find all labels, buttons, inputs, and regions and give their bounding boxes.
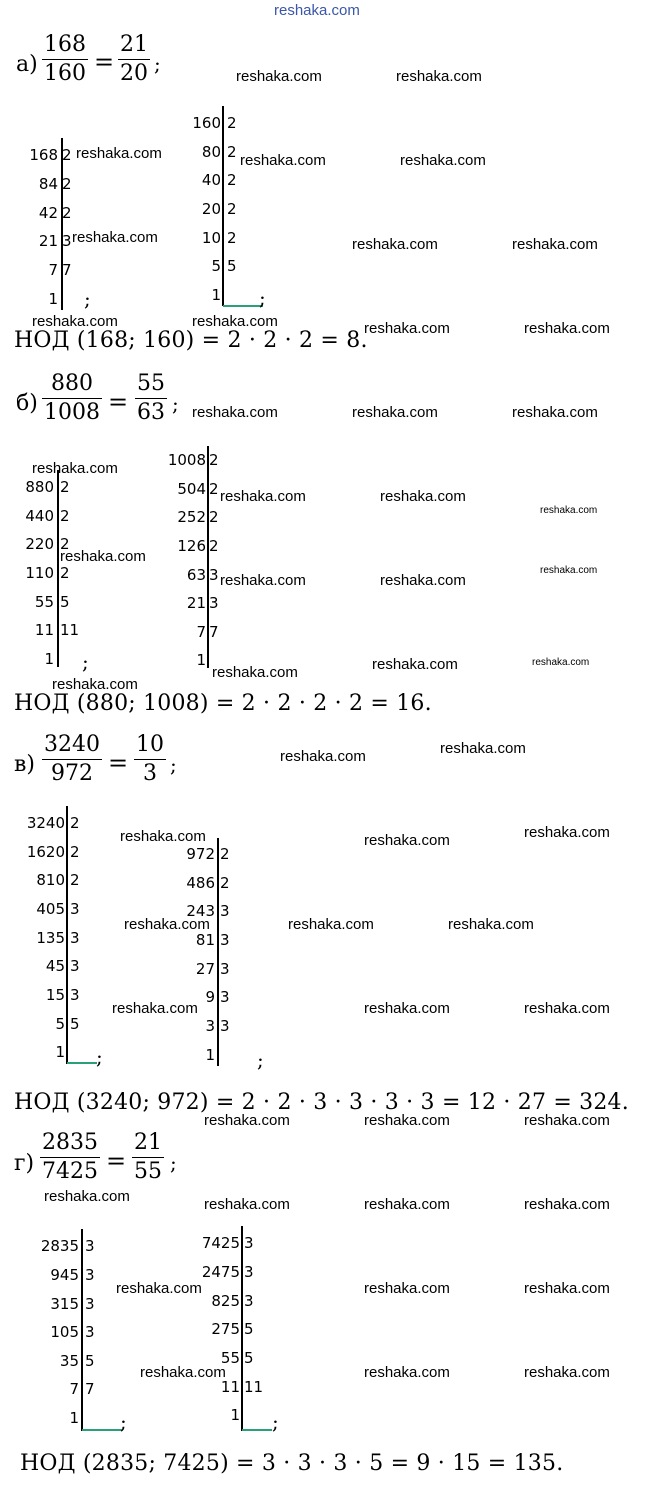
factor-row <box>0 252 260 280</box>
divisor: 2 <box>227 229 237 247</box>
watermark: reshaka.com <box>372 656 458 673</box>
factor-row <box>0 955 250 983</box>
dividend: 55 <box>34 593 54 611</box>
watermark: reshaka.com <box>220 488 306 505</box>
divisor: 2 <box>220 874 230 892</box>
divisor: 2 <box>227 114 237 132</box>
watermark: reshaka.com <box>364 1000 450 1017</box>
divisor: 5 <box>227 257 237 275</box>
dividend: 486 <box>186 874 215 892</box>
divisor: 7 <box>209 623 219 641</box>
gcd-result: НОД (3240; 972) = 2 · 2 · 3 · 3 · 3 · 3 = 12 · 27 = 324. <box>14 1090 629 1115</box>
divisor: 2 <box>70 843 80 861</box>
watermark: reshaka.com <box>524 1112 610 1129</box>
division-line <box>241 1226 243 1431</box>
factor-row <box>0 195 260 223</box>
dividend: 81 <box>195 931 215 949</box>
factor-row <box>0 1401 260 1429</box>
fraction-denominator: 972 <box>51 761 93 786</box>
divisor: 2 <box>60 507 70 525</box>
divisor: 2 <box>227 143 237 161</box>
dividend: 972 <box>186 845 215 863</box>
divisor: 2 <box>70 871 80 889</box>
fraction-numerator: 10 <box>134 731 166 760</box>
end-underline <box>82 1429 122 1431</box>
dividend: 20 <box>201 200 221 218</box>
divisor: 3 <box>85 1295 95 1313</box>
divisor: 11 <box>60 621 80 639</box>
divisor: 2 <box>60 478 70 496</box>
watermark: reshaka.com <box>540 505 598 516</box>
fraction-numerator: 55 <box>135 370 167 399</box>
dividend: 2835 <box>40 1237 79 1255</box>
divisor: 2 <box>70 814 80 832</box>
reduced-fraction <box>135 370 167 427</box>
watermark: reshaka.com <box>364 1112 450 1129</box>
divisor: 3 <box>209 566 219 584</box>
equals-sign: = <box>106 1147 127 1175</box>
divisor: 3 <box>70 929 80 947</box>
dividend: 21 <box>38 232 58 250</box>
divisor: 2 <box>62 175 72 193</box>
dividend: 880 <box>25 478 54 496</box>
watermark: reshaka.com <box>396 68 482 85</box>
watermark: reshaka.com <box>448 916 534 933</box>
factor-row <box>0 809 110 837</box>
dividend: 1008 <box>167 451 206 469</box>
dividend: 1 <box>205 1046 215 1064</box>
factor-row <box>0 869 250 897</box>
dividend: 1 <box>44 650 54 668</box>
divisor: 5 <box>85 1352 95 1370</box>
factor-row <box>0 503 250 531</box>
factor-row <box>0 475 250 503</box>
fraction <box>42 731 102 788</box>
dividend: 10 <box>201 229 221 247</box>
fraction <box>42 31 88 88</box>
top-watermark: reshaka.com <box>274 2 360 19</box>
dividend: 7 <box>196 623 206 641</box>
factor-row <box>0 618 250 646</box>
divisor: 5 <box>60 593 70 611</box>
equals-sign: = <box>108 388 129 416</box>
dividend: 126 <box>177 537 206 555</box>
watermark: reshaka.com <box>364 832 450 849</box>
watermark: reshaka.com <box>524 1280 610 1297</box>
dividend: 7 <box>48 261 58 279</box>
fraction-denominator: 7425 <box>42 1159 98 1184</box>
watermark: reshaka.com <box>288 916 374 933</box>
dividend: 1620 <box>26 843 65 861</box>
fraction-numerator: 3240 <box>42 731 102 760</box>
divisor: 3 <box>62 232 72 250</box>
watermark: reshaka.com <box>400 152 486 169</box>
divisor: 3 <box>220 988 230 1006</box>
dividend: 945 <box>50 1266 79 1284</box>
equals-sign: = <box>108 749 129 777</box>
watermark: reshaka.com <box>212 664 298 681</box>
divisor: 3 <box>244 1263 254 1281</box>
watermark: reshaka.com <box>32 313 118 330</box>
watermark: reshaka.com <box>380 572 466 589</box>
watermark: reshaka.com <box>540 565 598 576</box>
factor-row <box>0 1229 260 1257</box>
watermark: reshaka.com <box>220 572 306 589</box>
equals-sign: = <box>94 48 115 76</box>
watermark: reshaka.com <box>72 229 158 246</box>
watermark: reshaka.com <box>32 460 118 477</box>
dividend: 810 <box>36 871 65 889</box>
dividend: 2475 <box>201 1263 240 1281</box>
factor-row <box>0 166 260 194</box>
semicolon: ; <box>272 1410 279 1434</box>
watermark: reshaka.com <box>112 1000 198 1017</box>
divisor: 2 <box>209 480 219 498</box>
watermark: reshaka.com <box>140 1364 226 1381</box>
divisor: 2 <box>62 204 72 222</box>
watermark: reshaka.com <box>364 1196 450 1213</box>
dividend: 110 <box>25 564 54 582</box>
divisor: 11 <box>244 1378 264 1396</box>
gcd-result: НОД (168; 160) = 2 · 2 · 2 = 8. <box>14 328 368 353</box>
dividend: 11 <box>34 621 54 639</box>
watermark: reshaka.com <box>364 320 450 337</box>
fraction <box>42 370 102 427</box>
divisor: 3 <box>244 1292 254 1310</box>
dividend: 1 <box>55 1043 65 1061</box>
semicolon: ; <box>172 392 179 416</box>
dividend: 9 <box>205 988 215 1006</box>
watermark: reshaka.com <box>524 1196 610 1213</box>
dividend: 105 <box>50 1323 79 1341</box>
divisor: 2 <box>209 451 219 469</box>
problem-label: а) <box>16 52 38 77</box>
semicolon: ; <box>259 286 266 310</box>
dividend: 440 <box>25 507 54 525</box>
dividend: 7 <box>69 1380 79 1398</box>
semicolon: ; <box>96 1045 103 1069</box>
watermark: reshaka.com <box>60 548 146 565</box>
fraction-denominator: 63 <box>137 400 165 425</box>
divisor: 2 <box>227 171 237 189</box>
watermark: reshaka.com <box>512 404 598 421</box>
fraction-denominator: 3 <box>143 761 157 786</box>
dividend: 275 <box>211 1320 240 1338</box>
watermark: reshaka.com <box>524 320 610 337</box>
dividend: 7425 <box>201 1234 240 1252</box>
divisor: 2 <box>60 564 70 582</box>
gcd-result: НОД (880; 1008) = 2 · 2 · 2 · 2 = 16. <box>14 691 432 716</box>
factor-row <box>0 281 260 309</box>
divisor: 3 <box>85 1266 95 1284</box>
divisor: 3 <box>244 1234 254 1252</box>
divisor: 7 <box>62 261 72 279</box>
divisor: 2 <box>209 537 219 555</box>
dividend: 1 <box>211 286 221 304</box>
divisor: 3 <box>220 902 230 920</box>
dividend: 405 <box>36 900 65 918</box>
dividend: 35 <box>59 1352 79 1370</box>
semicolon: ; <box>154 52 161 76</box>
divisor: 3 <box>220 931 230 949</box>
watermark: reshaka.com <box>440 740 526 757</box>
dividend: 252 <box>177 508 206 526</box>
watermark: reshaka.com <box>240 152 326 169</box>
semicolon: ; <box>257 1048 264 1072</box>
dividend: 135 <box>36 929 65 947</box>
division-line <box>222 106 224 306</box>
dividend: 42 <box>38 204 58 222</box>
dividend: 160 <box>192 114 221 132</box>
watermark: reshaka.com <box>364 1280 450 1297</box>
semicolon: ; <box>170 1151 177 1175</box>
watermark: reshaka.com <box>52 676 138 693</box>
factor-row <box>0 109 260 137</box>
watermark: reshaka.com <box>204 1112 290 1129</box>
semicolon: ; <box>120 1410 127 1434</box>
watermark: reshaka.com <box>192 313 278 330</box>
problem-label: г) <box>14 1151 35 1176</box>
divisor: 3 <box>209 594 219 612</box>
divisor: 3 <box>70 900 80 918</box>
watermark: reshaka.com <box>116 1280 202 1297</box>
dividend: 40 <box>201 171 221 189</box>
fraction-numerator: 168 <box>42 31 88 60</box>
divisor: 2 <box>60 535 70 553</box>
gcd-result: НОД (2835; 7425) = 3 · 3 · 3 · 5 = 9 · 15 = 135. <box>20 1451 564 1476</box>
divisor: 2 <box>227 200 237 218</box>
dividend: 5 <box>211 257 221 275</box>
dividend: 1 <box>48 290 58 308</box>
fraction-numerator: 21 <box>132 1129 164 1158</box>
factor-row <box>0 589 250 617</box>
semicolon: ; <box>84 287 91 311</box>
divisor: 5 <box>244 1320 254 1338</box>
factor-row <box>0 1315 260 1343</box>
dividend: 63 <box>186 566 206 584</box>
divisor: 2 <box>209 508 219 526</box>
factor-row <box>0 1041 250 1069</box>
watermark: reshaka.com <box>352 404 438 421</box>
fraction-denominator: 20 <box>120 61 148 86</box>
divisor: 3 <box>220 1017 230 1035</box>
division-line <box>207 446 209 668</box>
dividend: 243 <box>186 902 215 920</box>
dividend: 504 <box>177 480 206 498</box>
watermark: reshaka.com <box>44 1188 130 1205</box>
dividend: 3 <box>205 1017 215 1035</box>
divisor: 2 <box>62 146 72 164</box>
watermark: reshaka.com <box>380 488 466 505</box>
watermark: reshaka.com <box>524 824 610 841</box>
dividend: 84 <box>38 175 58 193</box>
divisor: 2 <box>220 845 230 863</box>
watermark: reshaka.com <box>236 68 322 85</box>
division-line <box>217 838 219 1066</box>
watermark: reshaka.com <box>76 145 162 162</box>
watermark: reshaka.com <box>124 916 210 933</box>
watermark: reshaka.com <box>524 1364 610 1381</box>
dividend: 27 <box>195 960 215 978</box>
watermark: reshaka.com <box>192 404 278 421</box>
watermark: reshaka.com <box>352 236 438 253</box>
fraction-numerator: 880 <box>42 370 102 399</box>
fraction-denominator: 1008 <box>44 400 100 425</box>
fraction <box>40 1129 100 1186</box>
dividend: 15 <box>45 986 65 1004</box>
dividend: 1 <box>196 651 206 669</box>
dividend: 21 <box>186 594 206 612</box>
dividend: 11 <box>220 1378 240 1396</box>
reduced-fraction <box>132 1129 164 1186</box>
end-underline <box>223 305 263 307</box>
divisor: 3 <box>70 986 80 1004</box>
dividend: 55 <box>220 1349 240 1367</box>
divisor: 3 <box>70 957 80 975</box>
end-underline <box>242 1429 272 1431</box>
semicolon: ; <box>170 753 177 777</box>
problem-label: в) <box>14 752 35 777</box>
dividend: 168 <box>29 146 58 164</box>
dividend: 45 <box>45 957 65 975</box>
fraction-denominator: 160 <box>44 61 86 86</box>
dividend: 1 <box>230 1406 240 1424</box>
watermark: reshaka.com <box>512 236 598 253</box>
fraction-numerator: 2835 <box>40 1129 100 1158</box>
watermark: reshaka.com <box>532 657 590 668</box>
fraction-denominator: 55 <box>134 1159 162 1184</box>
dividend: 5 <box>55 1015 65 1033</box>
reduced-fraction <box>118 31 150 88</box>
divisor: 5 <box>244 1349 254 1367</box>
divisor: 3 <box>220 960 230 978</box>
watermark: reshaka.com <box>364 1364 450 1381</box>
fraction-numerator: 21 <box>118 31 150 60</box>
semicolon: ; <box>82 650 89 674</box>
dividend: 3240 <box>26 814 65 832</box>
divisor: 3 <box>85 1237 95 1255</box>
divisor: 3 <box>85 1323 95 1341</box>
dividend: 825 <box>211 1292 240 1310</box>
dividend: 80 <box>201 143 221 161</box>
watermark: reshaka.com <box>524 1000 610 1017</box>
reduced-fraction <box>134 731 166 788</box>
problem-label: б) <box>16 391 38 416</box>
divisor: 7 <box>85 1380 95 1398</box>
dividend: 220 <box>25 535 54 553</box>
dividend: 1 <box>69 1409 79 1427</box>
factor-row <box>0 561 250 589</box>
watermark: reshaka.com <box>204 1196 290 1213</box>
divisor: 5 <box>70 1015 80 1033</box>
dividend: 315 <box>50 1295 79 1313</box>
watermark: reshaka.com <box>120 828 206 845</box>
watermark: reshaka.com <box>280 748 366 765</box>
